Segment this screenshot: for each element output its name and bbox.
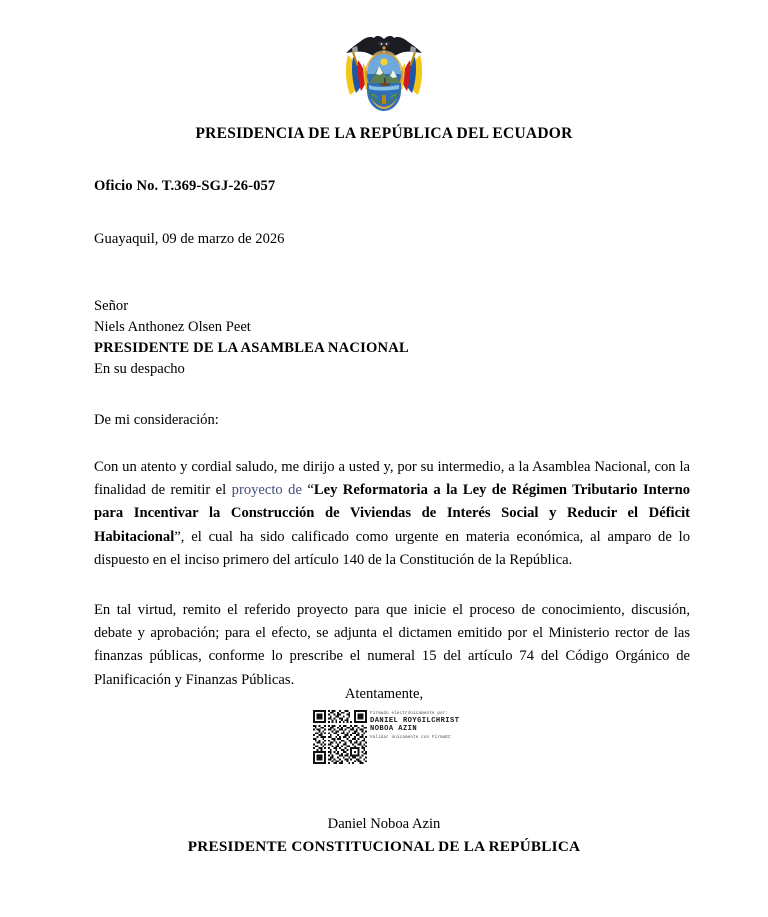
- paragraph-one-part-three: ”, el cual ha sido calificado como urgente en materia económica, al amparo de lo dispuesto en el inciso primero del artículo 140 de la Constitución de la República.: [94, 528, 690, 568]
- addressee-role: PRESIDENTE DE LA ASAMBLEA NACIONAL: [94, 340, 409, 356]
- signer-stamp-name-line-1: DANIEL ROYGILCHRIST: [370, 716, 460, 725]
- signature-stamp-text: [367, 710, 459, 766]
- paragraph-one-open-quote: “: [301, 482, 314, 499]
- qr-code-icon: [313, 710, 367, 764]
- paragraph-one-part-one: Con un atento y cordial saludo, me dirijo a usted y, por su intermedio, a la Asamblea Nacional, con la finalidad de remitir el: [94, 459, 690, 499]
- place-and-date: Guayaquil, 09 de marzo de 2026: [94, 231, 285, 247]
- paragraph-one-tinted-phrase: proyecto de: [231, 482, 302, 499]
- page-title: PRESIDENCIA DE LA REPÚBLICA DEL ECUADOR: [195, 125, 573, 142]
- salutation: De mi consideración:: [94, 412, 219, 428]
- coat-of-arms-of-ecuador-icon: [340, 33, 428, 111]
- paragraph-one: [94, 429, 690, 572]
- signer-name: Daniel Noboa Azin: [327, 816, 441, 832]
- addressee-delivery: En su despacho: [94, 361, 185, 377]
- bill-title: Ley Reformatoria a la Ley de Régimen Tributario Interno para Incentivar la Construcción de Viviendas de Interés Social y Reducir el Déficit Habitacional: [94, 482, 690, 545]
- addressee-block: [94, 248, 690, 380]
- signed-electronically-label: Firmado electrónicamente por:: [370, 712, 449, 716]
- closing-line: Atentamente,: [344, 686, 424, 702]
- oficio-number: Oficio No. T.369-SGJ-26-057: [94, 178, 276, 194]
- signer-stamp-name-line-2: NOBOA AZIN: [370, 725, 418, 734]
- digital-signature-stamp: [313, 710, 473, 766]
- paragraph-two: En tal virtud, remito el referido proyecto para que inicie el proceso de conocimiento, discusión, debate y aprobación; para el efecto, se adjunta el dictamen emitido por el Ministerio rector de las finanzas públicas, conforme lo prescribe el numeral 15 del artículo 74 del Código Orgánico de Planificación y Finanzas Públicas.: [94, 602, 690, 688]
- signer-role: PRESIDENTE CONSTITUCIONAL DE LA REPÚBLICA: [187, 838, 581, 855]
- emblem-container: [0, 33, 768, 111]
- addressee-name: Niels Anthonez Olsen Peet: [94, 319, 251, 335]
- addressee-honorific: Señor: [94, 298, 129, 314]
- validation-note: Validar únicamente con FirmaEC: [370, 735, 451, 740]
- document-body: [94, 178, 690, 692]
